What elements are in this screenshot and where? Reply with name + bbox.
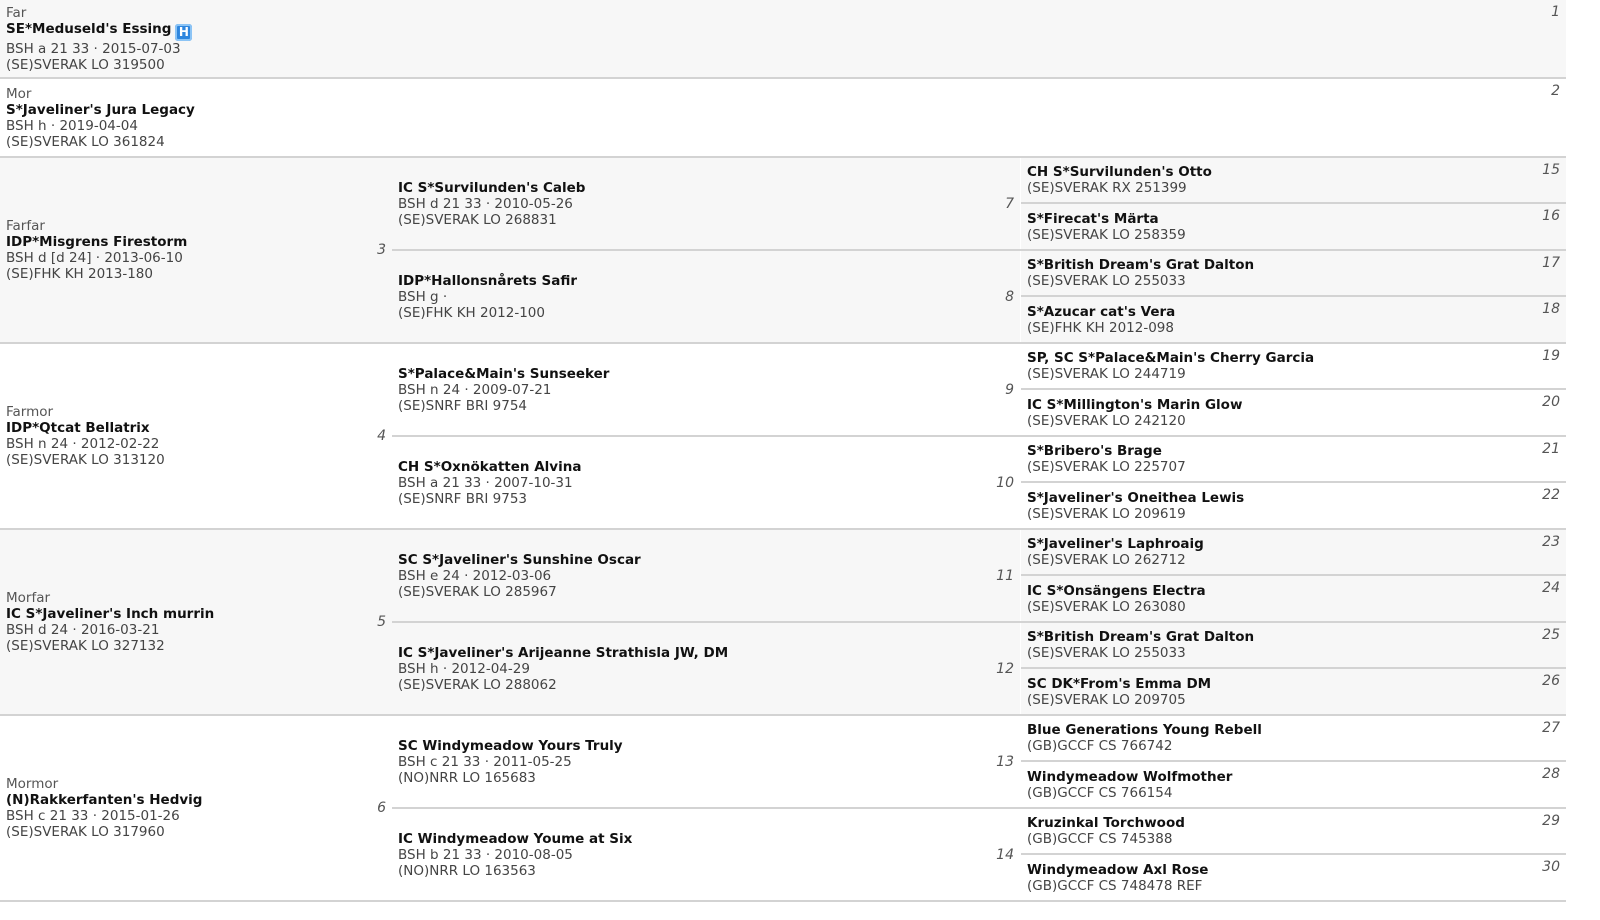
cat-name-link[interactable]: S*Palace&Main's Sunseeker xyxy=(398,365,610,382)
pedigree-cell-ggg xyxy=(1021,390,1566,435)
registration-number: (SE)FHK KH 2012-100 xyxy=(398,304,545,321)
cat-name-link[interactable]: CH S*Survilunden's Otto xyxy=(1027,164,1212,180)
registration-number: (NO)NRR LO 165683 xyxy=(398,769,536,786)
pedigree-cell-great-grandparent xyxy=(392,530,1020,621)
position-number: 7 xyxy=(1005,195,1014,212)
pedigree-cell-ggg xyxy=(1021,576,1566,621)
relation-label: Far xyxy=(6,4,27,21)
cat-name-link[interactable]: IC S*Javeliner's Inch murrin xyxy=(6,606,215,622)
cat-name-link[interactable]: CH S*Oxnökatten Alvina xyxy=(398,458,582,475)
position-number: 9 xyxy=(1005,381,1014,398)
cat-name-link[interactable]: IC S*Onsängens Electra xyxy=(1027,582,1206,599)
pedigree-cell-ggg xyxy=(1021,623,1566,667)
cat-name-link[interactable]: Windymeadow Axl Rose xyxy=(1027,861,1209,878)
cat-info: BSH d 21 33 · 2010-05-26 xyxy=(398,195,573,212)
pedigree-cell-grandparent xyxy=(0,158,392,342)
position-number: 8 xyxy=(1005,288,1014,305)
registration-number: (SE)SVERAK LO 209619 xyxy=(1027,505,1186,522)
pedigree-cell-ggg xyxy=(1021,809,1566,853)
pedigree-cell-ggg xyxy=(1021,855,1566,900)
cat-name-link[interactable]: IC S*Javeliner's Arijeanne Strathisla JW, DM xyxy=(398,644,729,661)
cat-info: BSH n 24 · 2009-07-21 xyxy=(398,381,552,398)
registration-number: (SE)SVERAK LO 313120 xyxy=(6,452,165,468)
registration-number: (SE)SVERAK LO 255033 xyxy=(1027,273,1186,289)
cat-info: BSH h · 2012-04-29 xyxy=(398,660,530,677)
position-number: 29 xyxy=(1542,813,1560,829)
cat-name-link[interactable]: S*Javeliner's Jura Legacy xyxy=(6,101,195,118)
relation-label: Farmor xyxy=(6,404,54,420)
registration-number: (SE)SVERAK LO 319500 xyxy=(6,56,165,73)
registration-number: (SE)SVERAK LO 288062 xyxy=(398,676,557,693)
pedigree-cell-ggg xyxy=(1021,204,1566,249)
relation-label: Mor xyxy=(6,85,32,102)
position-number: 5 xyxy=(377,614,386,630)
cat-name-link[interactable]: SC S*Javeliner's Sunshine Oscar xyxy=(398,551,641,568)
cat-name-link[interactable]: S*British Dream's Grat Dalton xyxy=(1027,257,1255,273)
cat-name-link[interactable]: IC S*Millington's Marin Glow xyxy=(1027,396,1243,413)
registration-number: (SE)SVERAK LO 255033 xyxy=(1027,645,1186,661)
relation-label: Mormor xyxy=(6,776,59,792)
position-number: 13 xyxy=(996,753,1014,770)
row-divider xyxy=(0,900,1566,902)
cat-info: BSH d [d 24] · 2013-06-10 xyxy=(6,250,183,266)
registration-number: (SE)SVERAK LO 361824 xyxy=(6,133,165,150)
pedigree-cell-ggg xyxy=(1021,251,1566,295)
position-number: 21 xyxy=(1542,441,1560,457)
health-info-icon[interactable]: H xyxy=(175,24,192,41)
registration-number: (SE)SVERAK LO 262712 xyxy=(1027,552,1186,568)
registration-number: (SE)SVERAK LO 317960 xyxy=(6,824,165,840)
pedigree-cell-ggg xyxy=(1021,297,1566,342)
position-number: 16 xyxy=(1542,208,1560,224)
position-number: 2 xyxy=(1551,83,1560,99)
pedigree-cell-great-grandparent xyxy=(392,716,1020,807)
registration-number: (GB)GCCF CS 745388 xyxy=(1027,831,1173,847)
cat-name-link[interactable]: SC DK*From's Emma DM xyxy=(1027,675,1212,692)
registration-number: (SE)SVERAK RX 251399 xyxy=(1027,180,1187,196)
position-number: 26 xyxy=(1542,673,1560,689)
position-number: 11 xyxy=(996,567,1014,584)
cat-name-link[interactable]: IDP*Hallonsnårets Safir xyxy=(398,272,577,289)
pedigree-cell-dam xyxy=(0,79,1566,156)
position-number: 18 xyxy=(1542,301,1560,317)
registration-number: (SE)SVERAK LO 258359 xyxy=(1027,226,1186,243)
position-number: 23 xyxy=(1542,534,1560,550)
position-number: 10 xyxy=(996,474,1014,491)
cat-name-link[interactable]: SP, SC S*Palace&Main's Cherry Garcia xyxy=(1027,350,1315,366)
position-number: 12 xyxy=(996,660,1014,677)
pedigree-cell-ggg xyxy=(1021,716,1566,760)
pedigree-cell-ggg xyxy=(1021,530,1566,574)
registration-number: (GB)GCCF CS 766154 xyxy=(1027,784,1173,801)
registration-number: (SE)SNRF BRI 9754 xyxy=(398,397,528,414)
pedigree-cell-great-grandparent xyxy=(392,437,1020,528)
position-number: 14 xyxy=(996,846,1014,863)
cat-name-link[interactable]: S*Javeliner's Oneithea Lewis xyxy=(1027,489,1245,506)
pedigree-cell-grandparent xyxy=(0,530,392,714)
cat-name-link[interactable]: S*Javeliner's Laphroaig xyxy=(1027,536,1204,552)
pedigree-cell-ggg xyxy=(1021,483,1566,528)
position-number: 1 xyxy=(1551,4,1560,20)
cat-info: BSH e 24 · 2012-03-06 xyxy=(398,567,552,584)
cat-info: BSH a 21 33 · 2007-10-31 xyxy=(398,474,573,491)
position-number: 22 xyxy=(1542,487,1560,503)
position-number: 6 xyxy=(377,800,386,816)
pedigree-cell-ggg xyxy=(1021,158,1566,202)
cat-info: BSH h · 2019-04-04 xyxy=(6,117,138,134)
position-number: 28 xyxy=(1542,766,1560,782)
registration-number: (GB)GCCF CS 766742 xyxy=(1027,738,1173,754)
registration-number: (NO)NRR LO 163563 xyxy=(398,862,536,879)
cat-name-link[interactable]: Windymeadow Wolfmother xyxy=(1027,768,1233,785)
registration-number: (GB)GCCF CS 748478 REF xyxy=(1027,877,1203,894)
cat-name-link[interactable]: S*Bribero's Brage xyxy=(1027,443,1162,459)
relation-label: Farfar xyxy=(6,218,45,234)
registration-number: (SE)FHK KH 2012-098 xyxy=(1027,319,1174,336)
cat-name-link[interactable]: S*Firecat's Märta xyxy=(1027,210,1159,227)
pedigree-cell-ggg xyxy=(1021,437,1566,481)
cat-name-link[interactable]: IDP*Qtcat Bellatrix xyxy=(6,420,150,436)
position-number: 3 xyxy=(377,242,386,258)
cat-name-link[interactable]: IC Windymeadow Youme at Six xyxy=(398,830,633,847)
cat-info: BSH d 24 · 2016-03-21 xyxy=(6,622,160,638)
registration-number: (SE)SVERAK LO 263080 xyxy=(1027,598,1186,615)
cat-name-link[interactable]: Kruzinkal Torchwood xyxy=(1027,815,1185,831)
position-number: 20 xyxy=(1542,394,1560,410)
registration-number: (SE)SVERAK LO 209705 xyxy=(1027,691,1186,708)
position-number: 24 xyxy=(1542,580,1560,596)
position-number: 19 xyxy=(1542,348,1560,364)
cat-name-link[interactable]: IC S*Survilunden's Caleb xyxy=(398,179,586,196)
cat-info: BSH n 24 · 2012-02-22 xyxy=(6,436,160,452)
pedigree-cell-grandparent xyxy=(0,716,392,900)
cat-name-link[interactable]: IDP*Misgrens Firestorm xyxy=(6,234,188,250)
pedigree-cell-great-grandparent xyxy=(392,158,1020,249)
pedigree-cell-great-grandparent xyxy=(392,809,1020,900)
pedigree-cell-great-grandparent xyxy=(392,344,1020,435)
registration-number: (SE)SVERAK LO 285967 xyxy=(398,583,557,600)
position-number: 30 xyxy=(1542,859,1560,875)
position-number: 15 xyxy=(1542,162,1560,178)
cat-info: BSH g · xyxy=(398,288,448,305)
position-number: 27 xyxy=(1542,720,1560,736)
position-number: 17 xyxy=(1542,255,1560,271)
pedigree-cell-ggg xyxy=(1021,669,1566,714)
pedigree-cell-great-grandparent xyxy=(392,623,1020,714)
registration-number: (SE)SVERAK LO 242120 xyxy=(1027,412,1186,429)
registration-number: (SE)SVERAK LO 327132 xyxy=(6,638,165,654)
cat-name-link[interactable]: S*British Dream's Grat Dalton xyxy=(1027,629,1255,645)
cat-name-link[interactable]: SE*Meduseld's Essing xyxy=(6,20,172,37)
pedigree-cell-grandparent xyxy=(0,344,392,528)
cat-name-link[interactable]: (N)Rakkerfanten's Hedvig xyxy=(6,792,203,808)
pedigree-cell-ggg xyxy=(1021,762,1566,807)
registration-number: (SE)SNRF BRI 9753 xyxy=(398,490,528,507)
registration-number: (SE)SVERAK LO 268831 xyxy=(398,211,557,228)
cat-name-link[interactable]: S*Azucar cat's Vera xyxy=(1027,303,1176,320)
cat-info: BSH c 21 33 · 2015-01-26 xyxy=(6,808,180,824)
registration-number: (SE)SVERAK LO 244719 xyxy=(1027,366,1186,382)
cat-info: BSH c 21 33 · 2011-05-25 xyxy=(398,753,572,770)
registration-number: (SE)FHK KH 2013-180 xyxy=(6,266,153,282)
cat-info: BSH a 21 33 · 2015-07-03 xyxy=(6,40,181,57)
pedigree-cell-great-grandparent xyxy=(392,251,1020,342)
position-number: 4 xyxy=(377,428,386,444)
pedigree-cell-sire xyxy=(0,0,1566,77)
position-number: 25 xyxy=(1542,627,1560,643)
cat-name-link[interactable]: SC Windymeadow Yours Truly xyxy=(398,737,623,754)
cat-name-link[interactable]: Blue Generations Young Rebell xyxy=(1027,722,1262,738)
pedigree-cell-ggg xyxy=(1021,344,1566,388)
relation-label: Morfar xyxy=(6,590,51,606)
cat-info: BSH b 21 33 · 2010-08-05 xyxy=(398,846,573,863)
registration-number: (SE)SVERAK LO 225707 xyxy=(1027,459,1186,475)
